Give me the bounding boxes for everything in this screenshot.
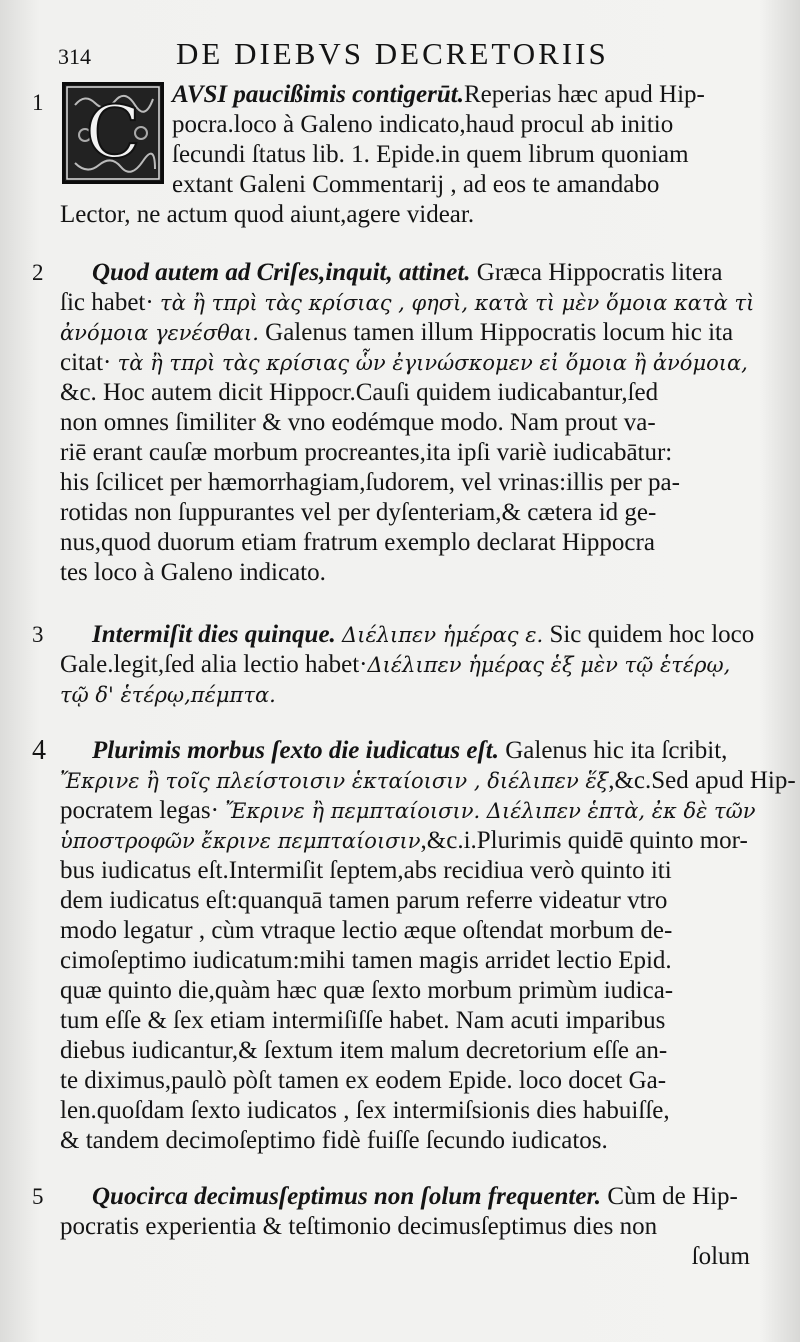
text-line: rotidas non ſuppurantes vel per dyſenteriam,& cætera id ge-: [60, 499, 657, 526]
text-line: his ſcilicet per hæmorrhagiam,ſudorem, vel vrinas:illis per pa-: [60, 469, 680, 496]
greek-quote: τὰ ἢ τπρὶ τὰς κρίσιας ὧν ἐγινώσκομεν εἰ ὅμοια ἢ ἀνόμοια,: [117, 351, 748, 375]
text-line: diebus iudicantur,& ſextum item malum decretorium eſſe an-: [60, 1037, 668, 1064]
note-number: 2: [32, 260, 44, 285]
text-line: len.quoſdam ſexto iudicatos , ſex intermiſsionis dies habuiſſe,: [60, 1097, 670, 1124]
note-text: [112, 80, 732, 200]
note-text: [60, 736, 796, 1156]
text-line: & tandem decimoſeptimo fidè fuiſſe ſecundo iudicatos.: [60, 1127, 608, 1154]
text-line: modo legatur , cùm vtraque lectio æque oſtendat morbum de-: [60, 917, 673, 944]
catchword: ſolum: [691, 1243, 750, 1270]
note-number: 5: [32, 1184, 44, 1209]
note-number: 4: [32, 735, 46, 766]
greek-quote: Ἔκρινε ἢ τοῖς πλείστοισιν ἑκταίοισιν , διέλιπεν ἕξ: [60, 769, 609, 793]
lemma: Quod autem ad Criſes,inquit, attinet.: [92, 259, 471, 286]
note-text: [60, 258, 755, 588]
note-text: [60, 1182, 750, 1272]
lemma: AVSI paucißimis contigerūt.: [172, 81, 464, 108]
lemma: Quocirca decimusſeptimus non ſolum frequenter.: [92, 1183, 602, 1210]
text-line: quæ quinto die,quàm hæc quæ ſexto morbum primùm iudica-: [60, 977, 674, 1004]
running-head: [58, 34, 718, 74]
greek-quote: ἀνόμοια γενέσθαι.: [60, 321, 259, 345]
note-text: [60, 200, 750, 230]
note-number: 1: [32, 90, 44, 115]
text-line: Galenus tamen illum Hippocratis locum hic ita: [258, 319, 734, 346]
text-line: Reperias hæc apud Hip-: [463, 81, 705, 108]
greek-quote: Ἔκρινε ἢ πεμπταίοισιν. Διέλιπεν ἑπτὰ, ἐκ δὲ τῶν: [225, 799, 756, 823]
text-line: pocratis experientia & teſtimonio decimusſeptimus dies non: [60, 1213, 658, 1240]
text-line: nus,quod duorum etiam fratrum exemplo declarat Hippocra: [60, 529, 655, 556]
text-line: ſecundi ſtatus lib. 1. Epide.in quem librum quoniam: [172, 141, 689, 168]
text-line: ,&c.i.Plurimis quidē quinto mor-: [420, 827, 748, 854]
text-line: Gale.legit,ſed alia lectio habet·: [60, 651, 368, 678]
text-line: Cùm de Hip-: [601, 1183, 738, 1210]
initial-letter: C: [85, 90, 141, 174]
text-line: pocra.loco à Galeno indicato,haud procul ab initio: [172, 111, 674, 138]
greek-quote: τῷ δ' ἑτέρῳ,πέμπτα.: [60, 683, 276, 707]
running-title: DE DIEBVS DECRETORIIS: [176, 36, 609, 71]
lemma: Plurimis morbus ſexto die iudicatus eſt.: [92, 737, 499, 764]
greek-quote: Διέλιπεν ἡμέρας ε.: [342, 623, 544, 647]
text-line: bus iudicatus eſt.Intermiſit ſeptem,abs recidiua verò quinto iti: [60, 857, 672, 884]
page-number: 314: [58, 44, 91, 69]
text-line: tum eſſe & ſex etiam intermiſiſſe habet. Nam acuti imparibus: [60, 1007, 666, 1034]
text-line: pocratem legas·: [60, 797, 219, 824]
greek-quote: ὑποστροφῶν ἔκρινε πεμπταίοισιν: [60, 829, 421, 853]
text-line: dem iudicatus eſt:quanquā tamen parum referre videatur vtro: [60, 887, 668, 914]
text-line: Galenus hic ita ſcribit,: [498, 737, 728, 764]
text-line: Lector, ne actum quod aiunt,agere videar.: [60, 201, 475, 228]
greek-quote: τὰ ἢ τπρὶ τὰς κρίσιας , φησὶ, κατὰ τὶ μὲν ὅμοια κατὰ τὶ: [159, 291, 755, 315]
greek-quote: Διέλιπεν ἡμέρας ἑξ μὲν τῷ ἑτέρῳ,: [367, 653, 731, 677]
text-line: ſic habet·: [60, 289, 154, 316]
text-line: ,&c.Sed apud Hip-: [608, 767, 796, 794]
note-number: 3: [32, 622, 44, 647]
text-line: tes loco à Galeno indicato.: [60, 559, 326, 586]
text-line: Græca Hippocratis litera: [470, 259, 723, 286]
lemma: Intermiſit dies quinque.: [92, 621, 336, 648]
text-line: te diximus,paulò pòſt tamen ex eodem Epide. loco docet Ga-: [60, 1067, 667, 1094]
text-line: non omnes ſimiliter & vno eodémque modo. Nam prout va-: [60, 409, 656, 436]
text-line: extant Galeni Commentarij , ad eos te amandabo: [172, 171, 660, 198]
note-text: [60, 620, 755, 710]
text-line: &c. Hoc autem dicit Hippocr.Cauſi quidem iudicabantur,ſed: [60, 379, 659, 406]
text-line: riē erant cauſæ morbum procreantes,ita ipſi variè iudicabātur:: [60, 439, 673, 466]
text-line: citat·: [60, 349, 112, 376]
text-line: cimoſeptimo iudicatum:mihi tamen magis arridet lectio Epid.: [60, 947, 672, 974]
text-line: Sic quidem hoc loco: [543, 621, 755, 648]
